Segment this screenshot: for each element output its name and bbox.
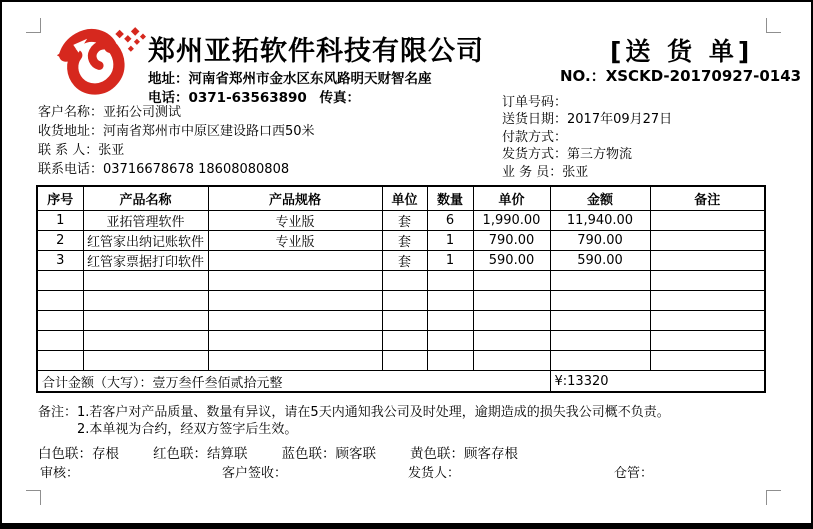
table-row — [37, 251, 765, 271]
copies-legend — [38, 442, 518, 462]
table-cell — [382, 271, 427, 291]
table-cell — [473, 351, 550, 371]
table-cell — [37, 271, 83, 291]
table-cell — [650, 211, 765, 231]
order-info-block — [502, 94, 672, 181]
table-cell: 6 — [427, 211, 473, 231]
contact-person-value: 张亚 — [98, 143, 125, 158]
customer-name-row — [38, 103, 315, 122]
col-header-product-name: 产品名称 — [83, 186, 208, 211]
items-table-body — [37, 211, 765, 371]
customer-info-block — [38, 103, 315, 179]
delivery-date-row — [502, 111, 672, 128]
note-line: 1.若客户对产品质量、数量有异议，请在5天内通知我公司及时处理，逾期造成的损失我公司概不负责。 — [77, 405, 670, 420]
table-cell: 红管家出纳记账软件 — [83, 231, 208, 251]
table-cell — [83, 311, 208, 331]
items-table — [36, 185, 766, 393]
payment-method-row — [502, 129, 672, 146]
address-label: 地址： — [148, 71, 189, 87]
table-cell — [473, 331, 550, 351]
table-cell — [382, 331, 427, 351]
table-row — [37, 291, 765, 311]
customer-name-label: 客户名称： — [38, 105, 104, 120]
notes-label: 备注： — [38, 405, 78, 420]
customer-sign-label: 客户签收： — [222, 466, 288, 481]
table-cell — [208, 351, 382, 371]
table-cell: 1 — [427, 231, 473, 251]
table-cell — [37, 291, 83, 311]
payment-method-label: 付款方式： — [502, 129, 568, 145]
table-cell — [650, 271, 765, 291]
table-cell: 790.00 — [550, 231, 650, 251]
table-cell: 套 — [382, 251, 427, 271]
total-in-words: 合计金额（大写）：壹万叁仟叁佰贰拾元整 — [37, 371, 550, 393]
table-cell — [382, 351, 427, 371]
table-cell — [208, 271, 382, 291]
table-cell: 套 — [382, 211, 427, 231]
table-cell: 亚拓管理软件 — [83, 211, 208, 231]
table-cell — [83, 271, 208, 291]
shipping-method-row — [502, 146, 672, 163]
crop-mark-top-left — [26, 18, 41, 33]
table-row — [37, 271, 765, 291]
crop-mark-top-right — [766, 18, 781, 33]
table-cell — [427, 351, 473, 371]
copy-white-value: 存根 — [92, 446, 119, 462]
contact-phone-label: 联系电话： — [38, 162, 104, 177]
table-cell: 红管家票据打印软件 — [83, 251, 208, 271]
table-cell — [473, 291, 550, 311]
notes-lines — [77, 404, 670, 438]
doc-number — [560, 65, 801, 86]
col-header-remark: 备注 — [650, 186, 765, 211]
table-cell — [550, 271, 650, 291]
fax-label: 传真： — [319, 90, 361, 106]
company-logo-icon — [56, 24, 146, 102]
col-header-quantity: 数量 — [427, 186, 473, 211]
order-number-row — [502, 94, 672, 111]
table-cell — [427, 311, 473, 331]
table-cell — [550, 311, 650, 331]
table-cell: 1,990.00 — [473, 211, 550, 231]
table-cell: 套 — [382, 231, 427, 251]
table-cell: 1 — [37, 211, 83, 231]
table-cell: 2 — [37, 231, 83, 251]
contact-person-label: 联 系 人： — [38, 143, 99, 158]
table-cell — [208, 331, 382, 351]
crop-mark-bottom-right — [766, 490, 781, 505]
phone-value: 0371-63563890 — [188, 90, 307, 106]
table-cell: 1 — [427, 251, 473, 271]
table-cell — [83, 351, 208, 371]
company-name: 郑州亚拓软件科技有限公司 — [148, 36, 484, 67]
table-cell — [37, 331, 83, 351]
shipper-label: 发货人： — [408, 466, 461, 481]
table-cell — [208, 311, 382, 331]
table-cell — [37, 351, 83, 371]
table-cell — [650, 291, 765, 311]
table-cell — [650, 351, 765, 371]
items-table-footer — [37, 371, 765, 393]
copy-yellow — [410, 442, 518, 462]
table-cell — [427, 331, 473, 351]
table-cell: 3 — [37, 251, 83, 271]
address-value: 河南省郑州市金水区东风路明天财智名座 — [188, 71, 432, 87]
items-table-header — [37, 186, 765, 211]
table-cell — [83, 331, 208, 351]
table-row — [37, 311, 765, 331]
col-header-amount: 金额 — [550, 186, 650, 211]
company-address — [148, 67, 432, 87]
table-cell — [427, 291, 473, 311]
total-row — [37, 371, 765, 393]
note-line: 2.本单视为合约，经双方签字后生效。 — [77, 422, 298, 437]
table-cell — [208, 251, 382, 271]
doc-title: [送 货 单] — [610, 37, 754, 66]
contact-person-row — [38, 141, 315, 160]
table-row — [37, 351, 765, 371]
copy-red-label: 红色联： — [153, 446, 207, 462]
warehouse-keeper-label: 仓管： — [614, 466, 654, 481]
shipping-method-value: 第三方物流 — [567, 147, 633, 163]
copy-white-label: 白色联： — [38, 446, 92, 462]
table-cell — [550, 331, 650, 351]
table-cell: 790.00 — [473, 231, 550, 251]
copy-red — [153, 442, 248, 462]
col-header-index: 序号 — [37, 186, 83, 211]
copy-red-value: 结算联 — [207, 446, 248, 462]
table-cell — [650, 251, 765, 271]
salesperson-label: 业 务 员： — [502, 164, 563, 180]
table-cell: 590.00 — [473, 251, 550, 271]
copy-blue-label: 蓝色联： — [281, 446, 336, 462]
table-cell — [550, 291, 650, 311]
doc-number-value: XSCKD-20170927-0143 — [605, 67, 802, 85]
contact-phone-row — [38, 160, 315, 179]
salesperson-value: 张亚 — [562, 164, 589, 180]
col-header-product-spec: 产品规格 — [208, 186, 382, 211]
notes-block — [38, 404, 670, 438]
signature-row — [2, 462, 811, 480]
total-amount: ¥:13320 — [550, 371, 765, 393]
table-cell — [650, 331, 765, 351]
table-cell — [473, 311, 550, 331]
table-cell — [37, 311, 83, 331]
table-cell: 专业版 — [208, 211, 382, 231]
table-cell — [382, 311, 427, 331]
ship-address-label: 收货地址： — [38, 124, 104, 139]
copy-blue-value: 顾客联 — [335, 446, 376, 462]
table-row — [37, 211, 765, 231]
ship-address-row — [38, 122, 315, 141]
table-cell — [473, 271, 550, 291]
auditor-label: 审核： — [40, 466, 80, 481]
order-number-label: 订单号码： — [502, 95, 568, 110]
table-cell: 专业版 — [208, 231, 382, 251]
delivery-date-label: 送货日期： — [502, 112, 568, 128]
copy-yellow-value: 顾客存根 — [464, 446, 518, 462]
table-cell — [550, 351, 650, 371]
contact-phone-value: 03716678678 18608080808 — [103, 162, 290, 177]
copy-yellow-label: 黄色联： — [410, 446, 464, 462]
table-cell — [650, 231, 765, 251]
copy-white — [38, 442, 119, 462]
col-header-unit: 单位 — [382, 186, 427, 211]
customer-name-value: 亚拓公司测试 — [103, 105, 182, 120]
table-row — [37, 331, 765, 351]
copy-blue — [282, 442, 377, 462]
ship-address-value: 河南省郑州市中原区建设路口西50米 — [103, 124, 315, 139]
shipping-method-label: 发货方式： — [502, 147, 568, 163]
table-cell — [208, 291, 382, 311]
crop-mark-bottom-left — [26, 490, 41, 505]
table-cell — [427, 271, 473, 291]
table-cell — [382, 291, 427, 311]
table-cell — [83, 291, 208, 311]
table-cell: 590.00 — [550, 251, 650, 271]
delivery-date-value: 2017年09月27日 — [567, 112, 673, 128]
header-row — [37, 186, 765, 211]
table-row — [37, 231, 765, 251]
table-cell: 11,940.00 — [550, 211, 650, 231]
col-header-unit-price: 单价 — [473, 186, 550, 211]
table-cell — [650, 311, 765, 331]
phone-label: 电话： — [148, 90, 189, 106]
salesperson-row — [502, 164, 672, 181]
delivery-note-page — [2, 2, 811, 523]
doc-number-label: NO.： — [560, 67, 606, 85]
